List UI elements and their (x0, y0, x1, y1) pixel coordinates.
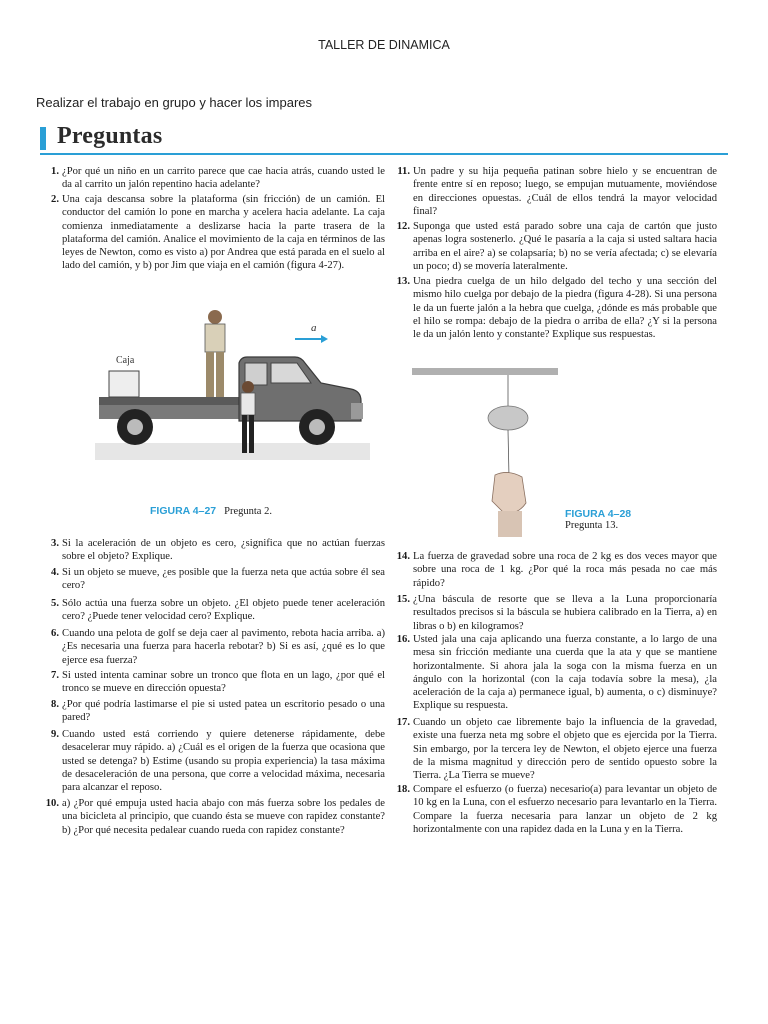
question-number: 16. (396, 634, 410, 645)
question-12 (396, 220, 717, 273)
question-number: 3. (51, 538, 59, 549)
question-14 (396, 550, 717, 590)
question-5 (51, 597, 385, 624)
question-number: 8. (51, 699, 59, 710)
question-15 (396, 593, 717, 633)
question-number: 1. (51, 166, 59, 177)
ceiling-bar (412, 368, 558, 375)
question-text: Un padre y su hija pequeña patinan sobre hielo y se encuentran de frente entre sí en reposo; luego, se empujan mutuamente, moviéndose en direcciones opuestas. ¿Cuál de ellos tendrá la mayor velocidad final? (413, 166, 717, 217)
question-text: Suponga que usted está parado sobre una caja de cartón que justo apenas logra sostenerlo. ¿Qué le pasaría a la caja si usted saltara hacia arriba en el aire? a) se colapsaría; b) no se vería afectada; c) se elevaría un poco; d) se movería lateralmente. (413, 221, 717, 272)
question-text: Una caja descansa sobre la plataforma (sin fricción) de un camión. El conductor del camión lo pone en marcha y acelera hacia adelante. La caja comienza inmediatamente a deslizarse hacia la parte trasera de la plataforma del camión. Analice el movimiento de la caja en términos de las leyes de Newton, como es visto a) por Andrea que está parada en el suelo al lado del camión, y b) por Jim que viaja en el camión (figura 4-27). (62, 194, 385, 272)
question-9 (51, 728, 385, 794)
question-2 (51, 193, 385, 273)
question-text: Una piedra cuelga de un hilo delgado del techo y una sección del mismo hilo cuelga por debajo de la piedra (figura 4-28). Si una persona le da un fuerte jalón a la hebra que cuelga, ¿dónde es más probable que el hilo se rompa: debajo de la piedra o arriba de ella? ¿Y si la persona le da un jalón lento y constante? Explique sus respuestas. (413, 276, 717, 341)
question-text: ¿Por qué podría lastimarse el pie si usted patea un escritorio pesado o una pared? (62, 699, 385, 724)
box-shape (109, 371, 139, 397)
question-number: 9. (51, 729, 59, 740)
question-text: Compare el esfuerzo (o fuerza) necesario(a) para levantar un objeto de 10 kg en la Luna, con el esfuerzo necesario para levantarlo en la Tierra. Compare la fuerza necesaria para lanzar un objeto de 2 kg horizontalmente con una rapidez dada en la Luna y en la Tierra. (413, 784, 717, 835)
question-18 (396, 783, 717, 836)
question-number: 11. (397, 166, 410, 177)
question-number: 14. (396, 551, 410, 562)
question-6 (51, 627, 385, 667)
question-text: Si usted intenta caminar sobre un tronco que flota en un lago, ¿por qué el tronco se mueve en dirección opuesta? (62, 670, 385, 695)
question-13 (396, 275, 717, 341)
figure-4-27-caption (150, 505, 272, 517)
question-16 (396, 633, 717, 713)
question-number: 12. (396, 221, 410, 232)
question-number: 7. (51, 670, 59, 681)
question-text: Cuando un objeto cae libremente bajo la influencia de la gravedad, existe una fuerza neta mg sobre el objeto que es ejercida por la Tierra. Sin embargo, por la tercera ley de Newton, el objeto ejerce una fuerza de la misma magnitud y dirección pero de sentido opuesto sobre la Tierra. ¿La Tierra se mueve? (413, 717, 717, 782)
acceleration-label: a (311, 322, 317, 334)
box-label: Caja (116, 355, 135, 366)
question-10 (45, 797, 385, 837)
question-7 (51, 669, 385, 696)
question-number: 13. (396, 276, 410, 287)
question-8 (51, 698, 385, 725)
question-1 (51, 165, 385, 192)
question-11 (397, 165, 717, 218)
question-3 (51, 537, 385, 564)
figure-label: FIGURA 4–28 (565, 508, 632, 520)
page-title: TALLER DE DINAMICA (318, 38, 450, 52)
question-text: ¿Por qué un niño en un carrito parece que cae hacia atrás, cuando usted le da al carrito un jalón repentino hacia adelante? (62, 166, 385, 191)
instruction-text: Realizar el trabajo en grupo y hacer los impares (36, 95, 313, 110)
question-text: ¿Una báscula de resorte que se lleva a la Luna proporcionaría resultados precisos si la báscula se hubiera calibrado en la Tierra, a) en libras o b) en kilogramos? (413, 594, 717, 632)
question-number: 10. (45, 798, 59, 809)
question-text: Sólo actúa una fuerza sobre un objeto. ¿El objeto puede tener aceleración cero? ¿Puede tener velocidad cero? Explique. (62, 598, 385, 623)
question-4 (51, 566, 385, 593)
figure-4-28-caption (565, 508, 639, 531)
stone-shape (488, 406, 528, 430)
figure-caption-text: Pregunta 2. (224, 506, 272, 517)
question-number: 17. (396, 717, 410, 728)
hanging-stone-figure (410, 365, 560, 540)
question-number: 2. (51, 194, 59, 205)
question-number: 5. (51, 598, 59, 609)
figure-label: FIGURA 4–27 (150, 505, 217, 517)
question-text: Cuando usted está corriendo y quiere detenerse rápidamente, debe desacelerar muy rápido. a) ¿Cuál es el origen de la fuerza que ocasiona que usted se detenga? b) Estime (usando su propia experiencia) la tasa máxima de desaceleración de una persona, que corre a velocidad máxima, necesaria para alcanzar el reposo. (62, 729, 385, 794)
question-text: Si la aceleración de un objeto es cero, ¿significa que no actúan fuerzas sobre el objeto? Explique. (62, 538, 385, 563)
question-number: 18. (396, 784, 410, 795)
figure-caption-text: Pregunta 13. (565, 520, 619, 531)
question-number: 6. (51, 628, 59, 639)
question-text: La fuerza de gravedad sobre una roca de 2 kg es dos veces mayor que sobre una roca de 1 kg. ¿Por qué la roca más pesada no cae más rápido? (413, 551, 717, 589)
question-text: Cuando una pelota de golf se deja caer al pavimento, rebota hacia arriba. a) ¿Es necesaria una fuerza para hacerla rebotar? b) Si es así, ¿qué es lo que ejerce esa fuerza? (62, 628, 385, 666)
section-rule (40, 153, 728, 155)
question-17 (396, 716, 717, 782)
question-number: 4. (51, 567, 59, 578)
question-text: a) ¿Por qué empuja usted hacia abajo con más fuerza sobre los pedales de una bicicleta al principio, que cuando ésta se mueve con rapidez constante? b) ¿Por qué necesita pedalear cuando rueda con rapidez constante? (62, 798, 385, 836)
question-text: Usted jala una caja aplicando una fuerza constante, a lo largo de una mesa sin fricción mediante una cuerda que la ata y que se mantiene horizontalmente. Si ahora jala la soga con la misma fuerza en un ángulo con la horizontal (con la caja todavía sobre la mesa), ¿la aceleración de la caja a) permanece igual, b) aumenta, o c) disminuye? Explique su respuesta. (413, 634, 717, 712)
question-number: 15. (396, 594, 410, 605)
section-accent-bar (40, 127, 46, 150)
question-text: Si un objeto se mueve, ¿es posible que la fuerza neta que actúa sobre él sea cero? (62, 567, 385, 592)
truck-figure (95, 305, 370, 460)
section-title: Preguntas (57, 123, 163, 149)
